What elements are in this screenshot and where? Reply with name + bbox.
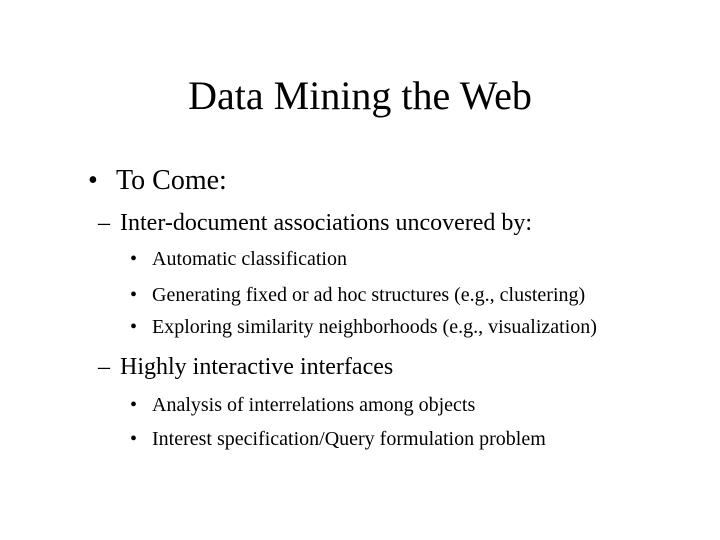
list-item-text: Generating fixed or ad hoc structures (e.g., clustering) [152, 284, 586, 306]
bullet-marker: • [130, 316, 138, 338]
list-item-text: Automatic classification [152, 248, 347, 270]
bullet-text: To Come: [116, 165, 227, 196]
bullet-marker: • [130, 428, 138, 450]
sub-bullet-text: Highly interactive interfaces [120, 354, 394, 380]
dash-marker: – [98, 210, 110, 236]
dash-marker: – [98, 354, 110, 380]
bullet-marker: • [130, 394, 138, 416]
bullet-marker: • [130, 284, 138, 306]
list-item-text: Exploring similarity neighborhoods (e.g., visualization) [152, 316, 597, 338]
bullet-marker: • [130, 248, 138, 270]
sub-bullet-text: Inter-document associations uncovered by: [120, 210, 533, 236]
slide-title: Data Mining the Web [188, 73, 532, 118]
list-item-text: Interest specification/Query formulation problem [152, 428, 546, 450]
bullet-marker: • [88, 165, 98, 196]
list-item-text: Analysis of interrelations among objects [152, 394, 476, 416]
